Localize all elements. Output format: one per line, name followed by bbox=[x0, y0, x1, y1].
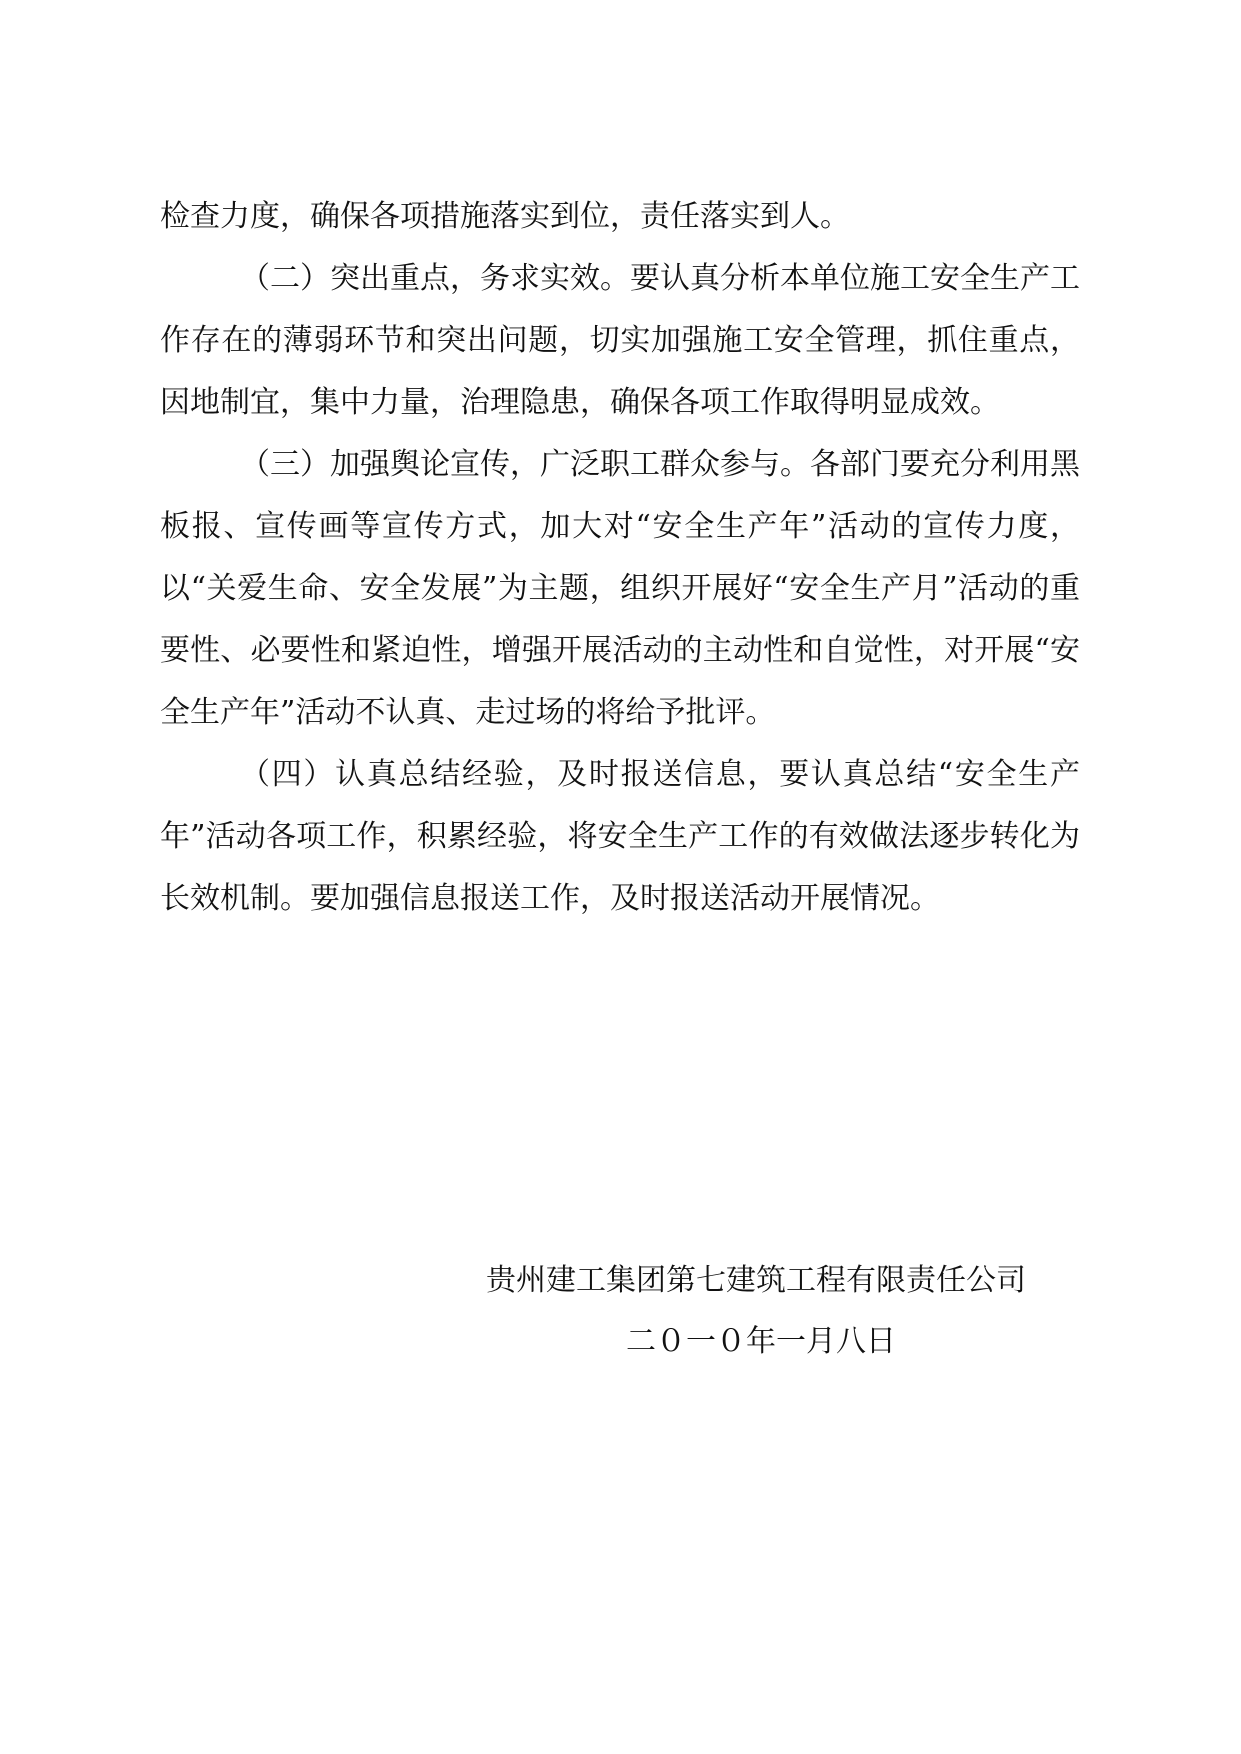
paragraph-section-four: （四）认真总结经验，及时报送信息，要认真总结“安全生产年”活动各项工作，积累经验，将安全生产工作的有效做法逐步转化为长效机制。要加强信息报送工作，及时报送活动开展情况。 bbox=[160, 757, 1080, 916]
paragraph-section-two: （二）突出重点，务求实效。要认真分析本单位施工安全生产工作存在的薄弱环节和突出问题，切实加强施工安全管理，抓住重点，因地制宜，集中力量，治理隐患，确保各项工作取得明显成效。 bbox=[160, 261, 1080, 420]
paragraph-section-three: （三）加强舆论宣传，广泛职工群众参与。各部门要充分利用黑板报、宣传画等宣传方式，加大对“安全生产年”活动的宣传力度，以“关爱生命、安全发展”为主题，组织开展好“安全生产月”活动的重要性、必要性和紧迫性，增强开展活动的主动性和自觉性，对开展“安全生产年”活动不认真、走过场的将给予批评。 bbox=[160, 447, 1080, 730]
paragraph-continuation: 检查力度，确保各项措施落实到位，责任落实到人。 bbox=[160, 199, 850, 234]
document-body bbox=[160, 186, 1080, 930]
signature-date: 二０一０年一月八日 bbox=[626, 1324, 896, 1359]
signature-organization: 贵州建工集团第七建筑工程有限责任公司 bbox=[486, 1263, 1026, 1298]
